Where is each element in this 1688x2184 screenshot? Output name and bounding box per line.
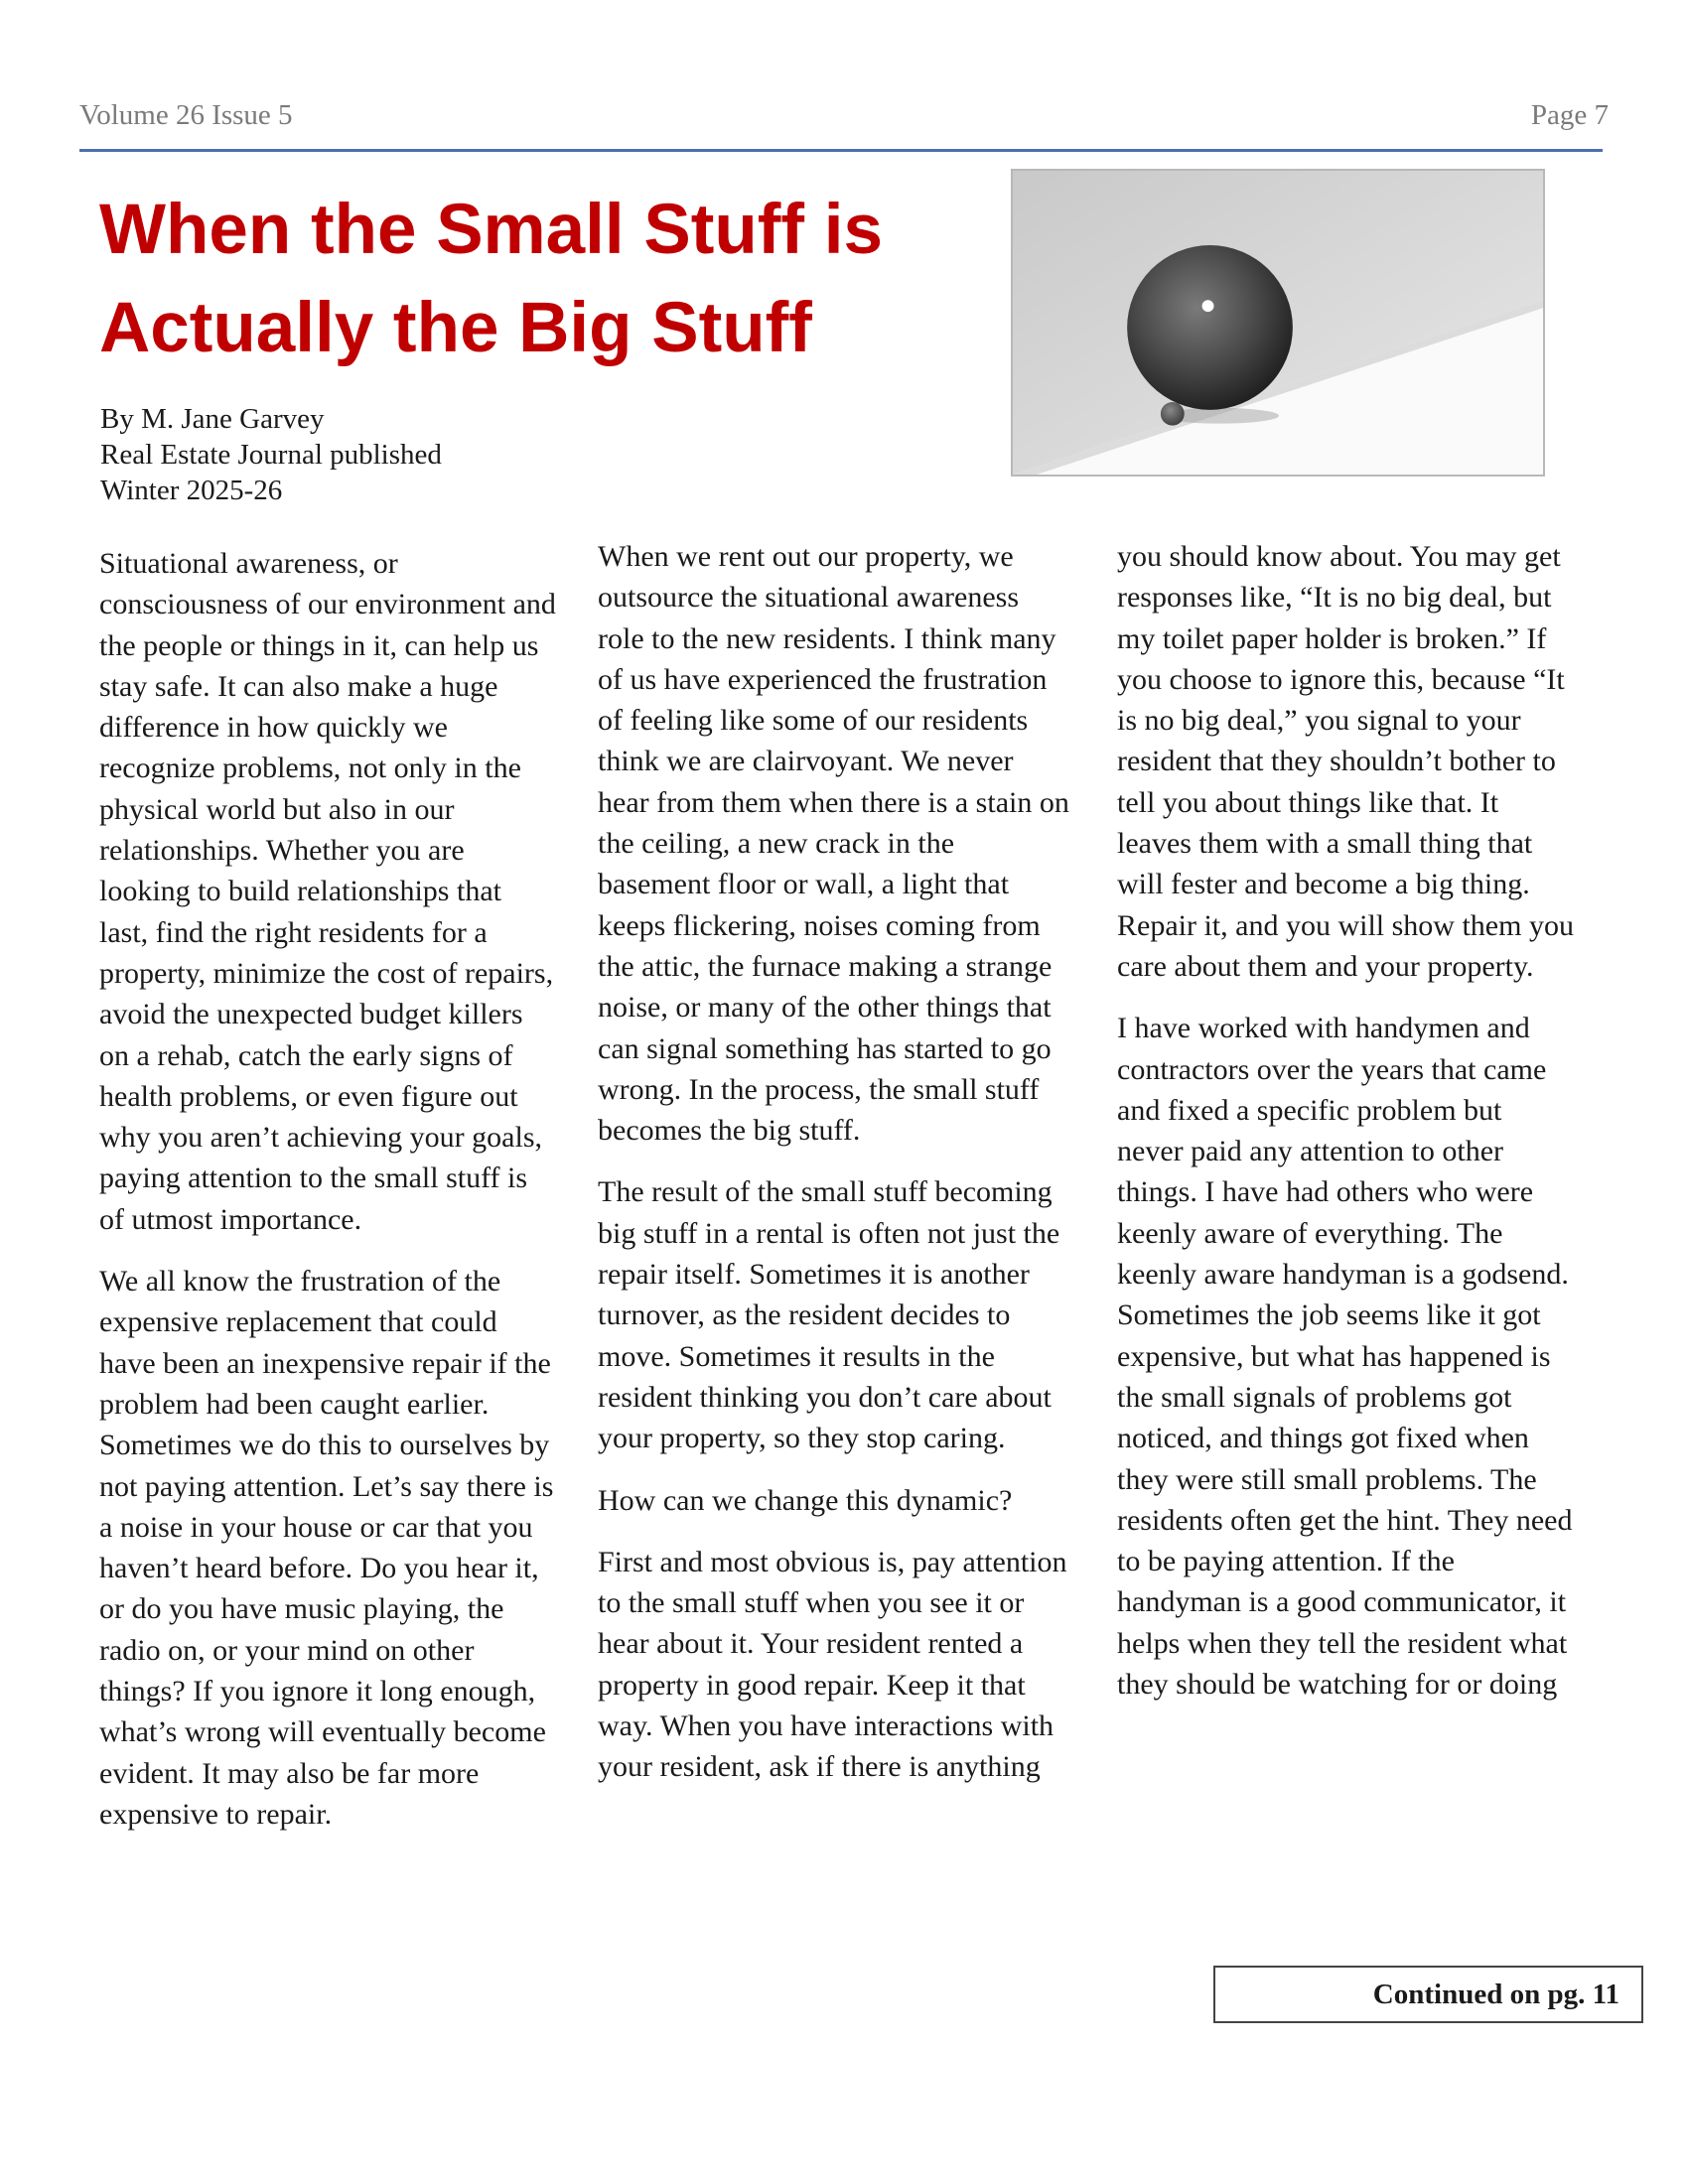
publication-line: Real Estate Journal published [100, 439, 442, 471]
paragraph: The result of the small stuff becoming big stuff in a rental is often not just the repair itself. Sometimes it is another turnover, as the resident decides to move. Sometimes it results in the resident thinking you don’t care about your property, so they stop caring. [598, 1175, 1060, 1455]
paragraph: When we rent out our property, we outsource the situational awareness role to the new residents. I think many of us have experienced the frustration of feeling like some of our residents think we are clairvoyant. We never hear from them when there is a stain on the ceiling, a new crack in the basement floor or wall, a light that keeps flickering, noises coming from the attic, the furnace making a strange noise, or many of the other things that can signal something has started to go wrong. In the process, the small stuff becomes the big stuff. [598, 540, 1069, 1148]
continued-notice: Continued on pg. 11 [1213, 1966, 1643, 2023]
paragraph: How can we change this dynamic? [598, 1483, 1013, 1517]
ball-on-slope-image [1011, 169, 1545, 477]
paragraph: you should know about. You may get responses like, “It is no big deal, but my toilet paper holder is broken.” If you choose to ignore this, because “It is no big deal,” you signal to your resident that they shouldn’t bother to tell you about things like that. It leaves them with a small thing that will fester and become a big thing. Repair it, and you will show them you care about them and your property. [1117, 540, 1574, 983]
byline [100, 401, 442, 508]
paragraph: First and most obvious is, pay attention to the small stuff when you see it or hear about it. Your resident rented a property in good repair. Keep it that way. When you have interactions with your resident, ask if there is anything [598, 1545, 1067, 1784]
paragraph: Situational awareness, or consciousness of our environment and the people or things in it, can help us stay safe. It can also make a huge difference in how quickly we recognize problems, not only in the physical world but also in our relationships. Whether you are looking to build relationships that last, find the right residents for a property, minimize the cost of repairs, avoid the unexpected budget killers on a rehab, catch the early signs of health problems, or even figure out why you aren’t achieving your goals, paying attention to the small stuff is of utmost importance. [99, 547, 556, 1236]
article-title [99, 181, 953, 377]
ball-on-slope-illustration [1013, 171, 1543, 475]
page-number: Page 7 [1530, 99, 1609, 131]
title-line: Actually the Big Stuff [99, 289, 812, 367]
article-column-3 [1117, 536, 1574, 1725]
header-divider [79, 149, 1603, 152]
date-line: Winter 2025-26 [100, 475, 283, 506]
paragraph: We all know the frustration of the expensive replacement that could have been an inexpensive repair if the problem had been caught earlier. Sometimes we do this to ourselves by not paying attention. Let’s say there is a noise in your house or car that you haven’t heard before. Do you hear it, or do you have music playing, the radio on, or your mind on other things? If you ignore it long enough, what’s wrong will eventually become evident. It may also be far more expensive to repair. [99, 1265, 554, 1831]
article-column-2 [598, 536, 1069, 1809]
author-line: By M. Jane Garvey [100, 403, 325, 435]
title-line: When the Small Stuff is [99, 191, 883, 269]
article-column-1 [99, 543, 556, 1855]
issue-label: Volume 26 Issue 5 [79, 99, 293, 131]
paragraph: I have worked with handymen and contractors over the years that came and fixed a specific problem but never paid any attention to other things. I have had others who were keenly aware of everything. The keenly aware handyman is a godsend. Sometimes the job seems like it got expensive, but what has happened is the small signals of problems got noticed, and things got fixed when they were still small problems. The residents often get the hint. They need to be paying attention. If the handyman is a good communicator, it helps when they tell the resident what they should be watching for or doing [1117, 1012, 1573, 1702]
